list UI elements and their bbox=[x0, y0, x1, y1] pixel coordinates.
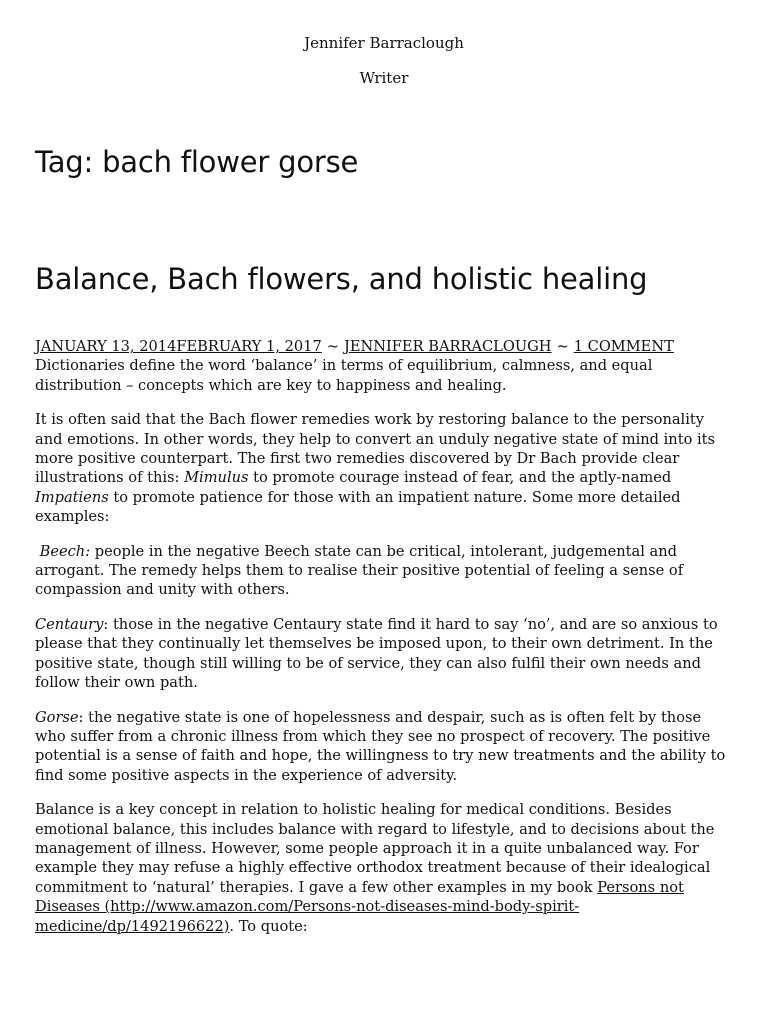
remedy-name: Impatiens bbox=[35, 488, 109, 506]
post-date-link[interactable] bbox=[35, 338, 322, 355]
post-meta bbox=[35, 337, 735, 356]
remedy-name: Mimulus bbox=[184, 469, 249, 487]
paragraph: Dictionaries define the word ‘balance’ in terms of equilibrium, calmness, and equal distribution – concepts which are key to happiness and healing. bbox=[35, 357, 653, 394]
paragraph bbox=[35, 708, 735, 786]
site-description: Writer bbox=[359, 69, 409, 87]
meta-separator: ~ bbox=[326, 338, 339, 355]
paragraph-text: to promote patience for those with an impatient nature. Some more detailed examples: bbox=[35, 488, 681, 526]
paragraph-text: . To quote: bbox=[229, 917, 308, 935]
comments-link[interactable]: 1 COMMENT bbox=[573, 338, 674, 355]
paragraph bbox=[35, 615, 735, 693]
remedy-name: Centaury bbox=[35, 615, 104, 633]
remedy-name: Gorse bbox=[35, 708, 79, 726]
post-title[interactable]: Balance, Bach flowers, and holistic healing bbox=[35, 262, 648, 296]
paragraph-text: : those in the negative Centaury state find it hard to say ‘no’, and are so anxious to please that they continually let themselves be imposed upon, to their own detriment. In the positive state, though still willing to be of service, they can also fulfil their own needs and follow their own path. bbox=[35, 615, 718, 692]
book-link[interactable]: Persons not Diseases (http://www.amazon.com/Persons-not-diseases-mind-body-spirit-medicine/dp/1492196622) bbox=[35, 878, 684, 935]
site-title[interactable]: Jennifer Barraclough bbox=[304, 34, 464, 52]
paragraph-text: : the negative state is one of hopelessness and despair, such as is often felt by those who suffer from a chronic illness from which they see no prospect of recovery. The positive potential is a sense of faith and hope, the willingness to try new treatments and the ability to find some positive aspects in the experience of adversity. bbox=[35, 708, 726, 784]
author-link[interactable]: JENNIFER BARRACLOUGH bbox=[344, 338, 552, 355]
paragraph bbox=[35, 542, 735, 600]
paragraph bbox=[35, 800, 735, 936]
paragraph-text: to promote courage instead of fear, and the aptly-named bbox=[248, 469, 672, 487]
paragraph-text: people in the negative Beech state can be critical, intolerant, judgemental and arrogant. The remedy helps them to realise their positive potential of feeling a sense of compassion and unity with others. bbox=[35, 542, 684, 599]
paragraph-text: It is often said that the Bach flower remedies work by restoring balance to the personality and emotions. In other words, they help to convert an unduly negative state of mind into its more positive counterpart. The first two remedies discovered by Dr Bach provide clear illustrations of this: bbox=[35, 411, 716, 487]
post-content bbox=[35, 337, 735, 951]
archive-heading: Tag: bach flower gorse bbox=[35, 145, 359, 179]
updated-date: FEBRUARY 1, 2017 bbox=[176, 338, 322, 355]
remedy-name: Beech: bbox=[39, 542, 91, 560]
paragraph-text: Balance is a key concept in relation to holistic healing for medical conditions. Besides emotional balance, this includes balance with regard to lifestyle, and to decisions about the management of illness. However, some people approach it in a quite unbalanced way. For example they may refuse a highly effective orthodox treatment because of their idealogical commitment to ‘natural’ therapies. I gave a few other examples in my book bbox=[35, 801, 715, 896]
paragraph bbox=[35, 410, 735, 526]
meta-separator: ~ bbox=[556, 338, 569, 355]
published-date: JANUARY 13, 2014 bbox=[35, 338, 177, 355]
